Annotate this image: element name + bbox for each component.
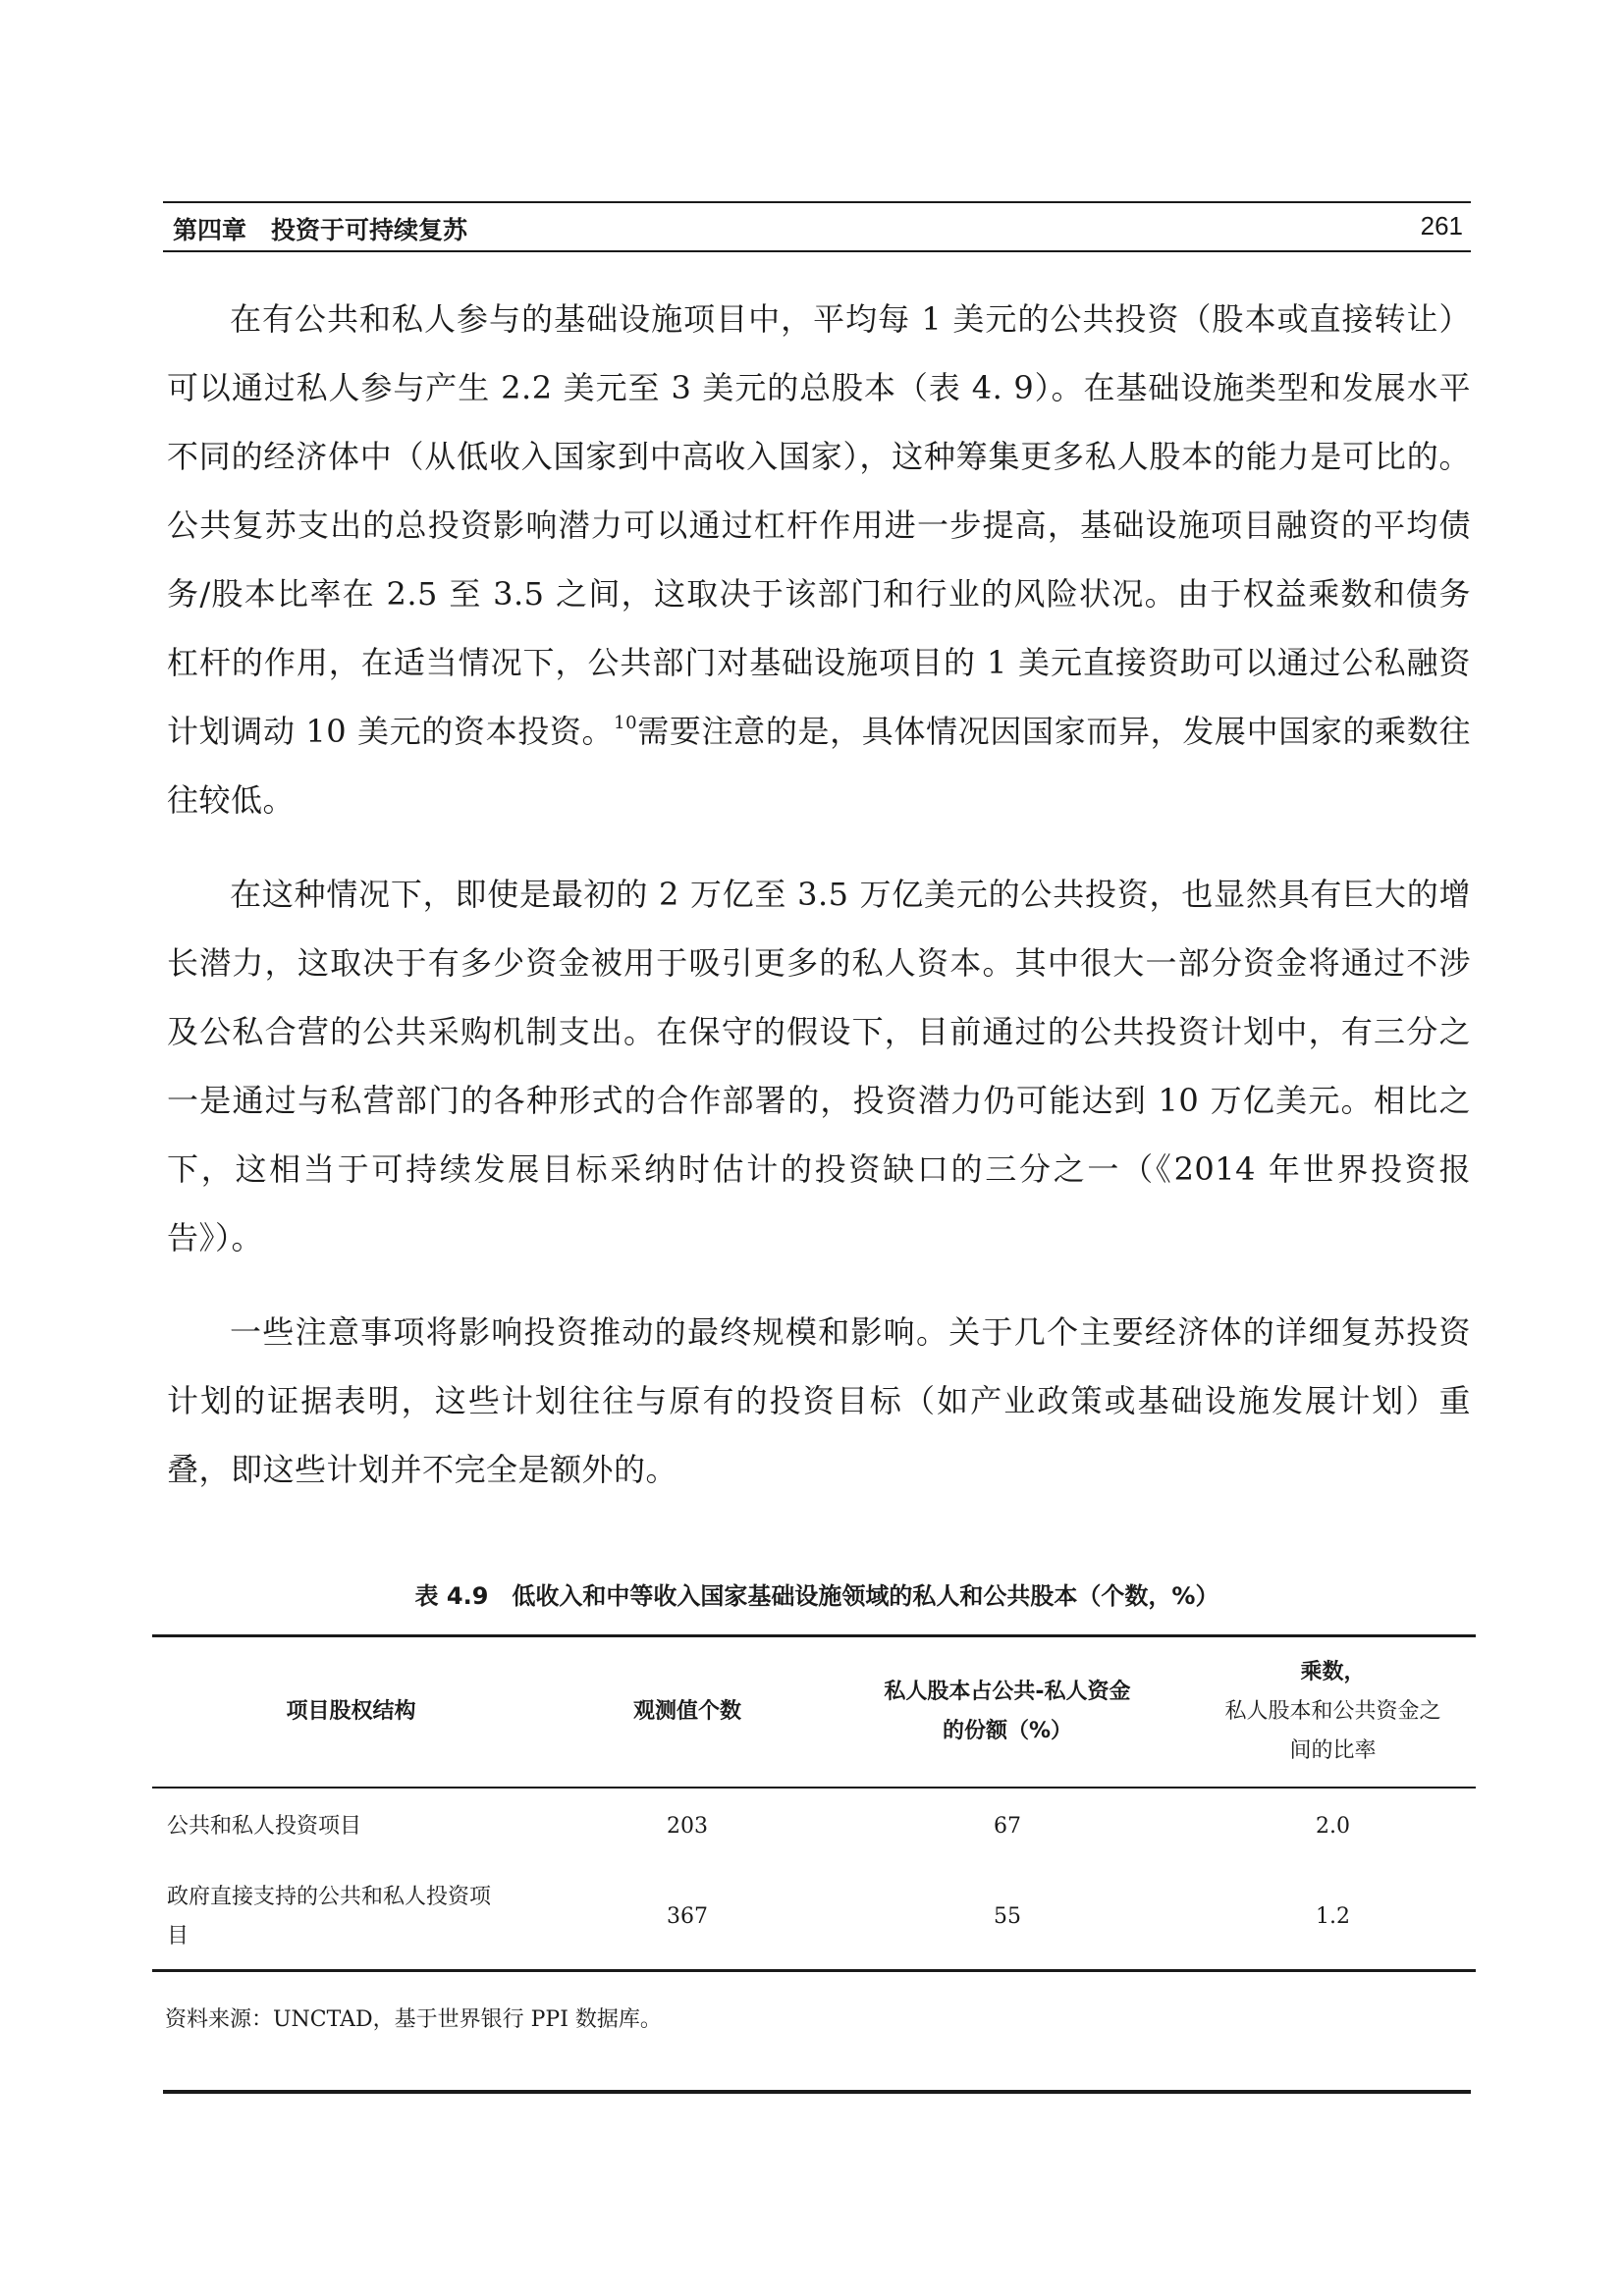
header-project-structure: 项目股权结构: [286, 1699, 416, 1724]
row-label-text: 政府直接支持的公共和私人投资项目: [167, 1885, 492, 1949]
paragraph-3: 一些注意事项将影响投资推动的最终规模和影响。关于几个主要经济体的详细复苏投资计划的证据表明，这些计划往往与原有的投资目标（如产业政策或基础设施发展计划）重叠，即这些计划并不完全是额外的。: [167, 1313, 1471, 1488]
paragraph-1-text-continued: 需要注意的是，具体情况因国家而异，发展中国家的乘数往往较低。: [167, 713, 1471, 819]
row-multiplier: 2.0: [1316, 1814, 1350, 1839]
row-private-share: 67: [994, 1814, 1021, 1839]
table-header-row: [152, 1636, 1476, 1789]
table-title: 表 4.9 低收入和中等收入国家基础设施领域的私人和公共股本（个数，%）: [414, 1582, 1219, 1610]
header-multiplier-sub1: 私人股本和公共资金之: [1224, 1699, 1441, 1724]
row-multiplier: 1.2: [1316, 1904, 1350, 1929]
header-private-share-line2: 的份额（%）: [942, 1719, 1073, 1743]
row-observations: 203: [667, 1814, 708, 1839]
equity-table: [152, 1634, 1476, 1972]
header-private-share: [825, 1636, 1190, 1789]
paragraph-1: [167, 285, 1471, 834]
table-source-note: 资料来源：UNCTAD，基于世界银行 PPI 数据库。: [165, 2007, 662, 2032]
table-row: [152, 1865, 1476, 1971]
header-private-share-line1: 私人股本占公共-私人资金: [884, 1680, 1131, 1704]
header-multiplier-title: 乘数，: [1300, 1660, 1366, 1684]
footer-divider: [163, 2090, 1471, 2094]
page-number: 261: [1420, 211, 1463, 240]
row-label: 公共和私人投资项目: [167, 1814, 362, 1839]
chapter-title: 第四章 投资于可持续复苏: [173, 216, 468, 244]
table-row: [152, 1788, 1476, 1865]
header-multiplier: [1190, 1636, 1476, 1789]
header-multiplier-sub2: 间的比率: [1289, 1738, 1377, 1763]
paragraph-2: 在这种情况下，即使是最初的 2 万亿至 3.5 万亿美元的公共投资，也显然具有巨大的增长潜力，这取决于有多少资金被用于吸引更多的私人资本。其中很大一部分资金将通过不涉及公私合营的公共采购机制支出。在保守的假设下，目前通过的公共投资计划中，有三分之一是通过与私营部门的各种形式的合作部署的，投资潜力仍可能达到 10 万亿美元。相比之下，这相当于可持续发展目标采纳时估计的投资缺口的三分之一（《2014 年世界投资报告》）。: [167, 876, 1471, 1256]
running-header: [163, 201, 1471, 252]
row-label: [152, 1865, 550, 1971]
footnote-marker[interactable]: 10: [614, 713, 638, 733]
body-text: [167, 285, 1471, 1529]
row-observations: 367: [667, 1904, 708, 1929]
paragraph-1-text: 在有公共和私人参与的基础设施项目中，平均每 1 美元的公共投资（股本或直接转让）可以通过私人参与产生 2.2 美元至 3 美元的总股本（表 4. 9）。在基础设施类型和发展水平不同的经济体中（从低收入国家到中高收入国家），这种筹集更多私人股本的能力是可比的。公共复苏支出的总投资影响潜力可以通过杠杆作用进一步提高，基础设施项目融资的平均债务/股本比率在 2.5 至 3.5 之间，这取决于该部门和行业的风险状况。由于权益乘数和债务杠杆的作用，在适当情况下，公共部门对基础设施项目的 1 美元直接资助可以通过公私融资计划调动 10 美元的资本投资。: [167, 300, 1471, 750]
header-observations: 观测值个数: [632, 1699, 741, 1724]
row-private-share: 55: [994, 1904, 1021, 1929]
